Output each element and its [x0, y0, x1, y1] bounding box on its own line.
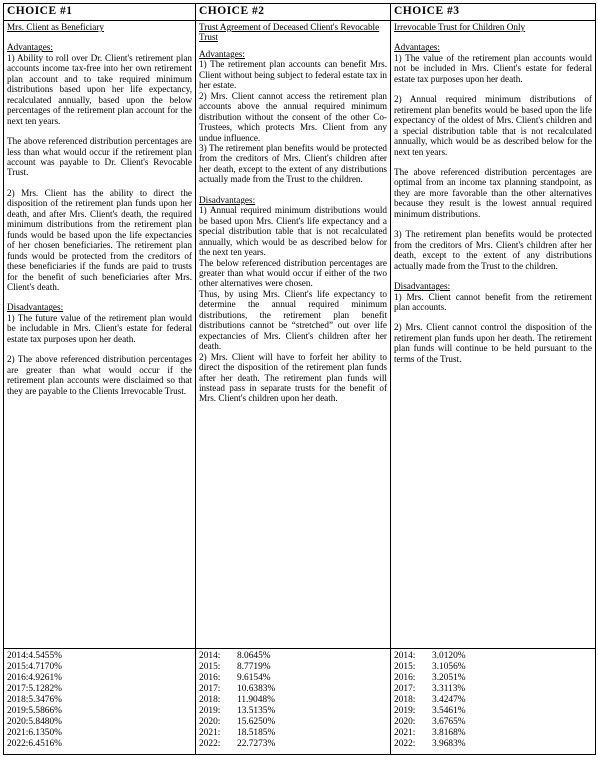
rate-value: 3.3113% — [432, 684, 466, 694]
choice-2-advantage-1: 1) The retirement plan accounts can benefit Mrs. Client without being subject to federal estate tax in her estate. — [199, 59, 387, 91]
rate-year: 2017: — [199, 684, 221, 694]
choice-1-advantage-2: The above referenced distribution percentages are less than what would occur if the retirement plan account was payable to Dr. Client's Revocable Trust. — [7, 136, 192, 178]
rate-year: 2022: — [394, 739, 416, 749]
choice-3-disadvantage-1: 1) Mrs. Client cannot benefit from the retirement plan accounts. — [394, 291, 592, 312]
rate-value: 3.1056% — [432, 662, 466, 672]
rate-year: 2021: — [7, 728, 29, 738]
header-row — [4, 4, 596, 21]
choice-3-advantage-1: 1) The value of the retirement plan accounts would not be included in Mrs. Client's estate for federal estate tax purposes upon her death. — [394, 52, 592, 84]
rate-value: 3.2051% — [432, 673, 466, 683]
choice-3-disadvantages-heading: Disadvantages: — [394, 281, 451, 292]
rate-row — [7, 728, 192, 739]
rate-value: 8.7719% — [237, 662, 271, 672]
rate-row — [7, 717, 192, 728]
rate-year: 2022: — [7, 739, 29, 749]
rate-row — [199, 651, 387, 662]
choice-2-body — [196, 21, 391, 649]
choice-2-disadvantage-1: 1) Annual required minimum distributions would be based upon Mrs. Client's life expectancy and a special distribution table that is not recalculated annually, which would be as described below for the next ten years. — [199, 205, 387, 258]
rate-year: 2019: — [394, 706, 416, 716]
rate-row — [394, 673, 592, 684]
rate-row — [7, 695, 192, 706]
choice-1-disadvantage-2: 2) The above referenced distribution percentages are greater than what would occur if the retirement plan accounts were disclaimed so that they are payable to the Clients Irrevocable Trust. — [7, 354, 192, 396]
rate-row — [199, 717, 387, 728]
rate-year: 2017: — [394, 684, 416, 694]
choice-1-advantages-heading: Advantages: — [7, 42, 53, 53]
rate-year: 2017: — [7, 684, 29, 694]
rate-value: 5.5866% — [28, 706, 62, 716]
choice-2-disadvantage-3: Thus, by using Mrs. Client's life expectancy to determine the annual required minimum distributions, the retirement plan benefit distributions cannot be “stretched” out over life expectancies of Mrs. Client's children after her death. — [199, 288, 387, 352]
rate-row — [7, 739, 192, 750]
rate-row — [394, 651, 592, 662]
rate-row — [199, 706, 387, 717]
rate-year: 2015: — [7, 662, 29, 672]
rate-value: 10.6383% — [237, 684, 276, 694]
rate-row — [7, 662, 192, 673]
choice-3-rates — [391, 649, 596, 755]
choice-3-advantage-4: 3) The retirement plan benefits would be protected from the creditors of Mrs. Client's children after her death, except to the extent of any distributions actually made from the Trust to the children. — [394, 229, 592, 271]
choice-3-advantage-3: The above referenced distribution percentages are optimal from an income tax planning standpoint, as they are more favorable than the other alternatives because they result is the lowest annual required minimum distributions. — [394, 166, 592, 219]
choice-3-body — [391, 21, 596, 649]
choice-1-subtitle: Mrs. Client as Beneficiary — [7, 22, 104, 32]
rate-value: 3.4247% — [432, 695, 466, 705]
rate-year: 2014: — [199, 651, 221, 661]
choice-2-advantage-3: 3) The retirement plan benefits would be protected from the creditors of Mrs. Client's children after her death, except to the extent of any distributions actually made from the Trust to the children. — [199, 142, 387, 185]
rate-row — [199, 662, 387, 673]
choice-3-advantages-heading: Advantages: — [394, 42, 440, 53]
choice-1-body — [4, 21, 196, 649]
choice-2-rates — [196, 649, 391, 755]
rate-row — [7, 706, 192, 717]
rate-value: 3.9683% — [432, 739, 466, 749]
rate-row — [7, 673, 192, 684]
choice-2-disadvantage-4: 2) Mrs. Client will have to forfeit her ability to direct the disposition of the retirement plan funds after her death. The retirement plan funds will instead pass in separate trusts for the benefit of Mrs. Client's children upon her death. — [199, 351, 387, 404]
choice-3-header: CHOICE #3 — [391, 4, 596, 21]
rate-year: 2015: — [394, 662, 416, 672]
choice-1-rates — [4, 649, 196, 755]
rate-row — [199, 684, 387, 695]
rate-year: 2022: — [199, 739, 221, 749]
rate-value: 5.3476% — [28, 695, 62, 705]
rates-row — [4, 649, 596, 755]
rate-year: 2018: — [199, 695, 221, 705]
rate-value: 8.0645% — [237, 651, 271, 661]
choice-3-advantage-2: 2) Annual required minimum distributions of retirement plan benefits would be based upon the life expectancy of the oldest of Mrs. Client's children and a special distribution table that is not recalculated annually, which would be as described below for the next ten years. — [394, 94, 592, 157]
rate-row — [394, 706, 592, 717]
rate-value: 3.6765% — [432, 717, 466, 727]
choice-2-subtitle: Trust Agreement of Deceased Client's Revocable Trust — [199, 22, 380, 43]
choice-2-advantages-heading: Advantages: — [199, 48, 245, 59]
rate-value: 18.5185% — [237, 728, 276, 738]
rate-value: 4.7170% — [28, 662, 62, 672]
rate-year: 2021: — [394, 728, 416, 738]
rate-year: 2014: — [394, 651, 416, 661]
body-row — [4, 21, 596, 649]
rate-value: 11.9048% — [237, 695, 275, 705]
rate-row — [394, 728, 592, 739]
rate-row — [199, 728, 387, 739]
rate-value: 6.4516% — [28, 739, 62, 749]
rate-value: 3.5461% — [432, 706, 466, 716]
rate-year: 2019: — [7, 706, 29, 716]
rate-row — [199, 673, 387, 684]
rate-year: 2018: — [7, 695, 29, 705]
rate-value: 4.9261% — [28, 673, 62, 683]
rate-row — [394, 662, 592, 673]
rate-year: 2014: — [7, 651, 29, 661]
rate-row — [7, 684, 192, 695]
rate-year: 2016: — [199, 673, 221, 683]
rate-year: 2016: — [7, 673, 29, 683]
rate-value: 6.1350% — [28, 728, 62, 738]
rate-value: 5.8480% — [28, 717, 62, 727]
choice-1-disadvantages-heading: Disadvantages: — [7, 302, 64, 313]
rate-year: 2019: — [199, 706, 221, 716]
choice-2-disadvantage-2: The below referenced distribution percentages are greater than what would occur if either of the two other alternatives were chosen. — [199, 257, 387, 289]
rate-year: 2015: — [199, 662, 221, 672]
rate-row — [394, 739, 592, 750]
choice-1-advantage-3: 2) Mrs. Client has the ability to direct the disposition of the retirement plan funds upon her death, and after Mrs. Client's death, the required minimum distributions from the retirement plan funds would be based upon the life expectancies of her chosen beneficiaries. The retirement plan funds would be protected from the creditors of these beneficiaries if the funds are paid to trusts for the benefit of such beneficiaries after Mrs. Client's death. — [7, 187, 192, 292]
rate-row — [394, 717, 592, 728]
choice-1-advantage-1: 1) Ability to roll over Dr. Client's retirement plan accounts income tax-free into her own retirement plan account and to take required minimum distributions based upon her life expectancy, recalculated annually, based upon the below percentages of the retirement plan account for the next ten years. — [7, 52, 192, 126]
rate-year: 2018: — [394, 695, 416, 705]
rate-year: 2020: — [199, 717, 221, 727]
rate-value: 3.8168% — [432, 728, 466, 738]
choice-3-subtitle: Irrevocable Trust for Children Only — [394, 22, 526, 32]
rate-value: 15.6250% — [237, 717, 276, 727]
choices-table — [3, 3, 596, 755]
choice-2-advantage-2: 2) Mrs. Client cannot access the retirement plan accounts above the annual required minimum distribution without the consent of the other Co-Trustees, which protects Mrs. Client from any undue influence. — [199, 90, 387, 143]
rate-year: 2021: — [199, 728, 221, 738]
rate-value: 9.6154% — [237, 673, 271, 683]
rate-value: 13.5135% — [237, 706, 276, 716]
choice-2-disadvantages-heading: Disadvantages: — [199, 194, 256, 205]
rate-year: 2016: — [394, 673, 416, 683]
rate-row — [394, 695, 592, 706]
rate-row — [199, 695, 387, 706]
choice-1-header: CHOICE #1 — [4, 4, 196, 21]
rate-row — [7, 651, 192, 662]
rate-value: 4.5455% — [28, 651, 62, 661]
rate-row — [394, 684, 592, 695]
choice-2-header: CHOICE #2 — [196, 4, 391, 21]
rate-year: 2020: — [7, 717, 29, 727]
rate-value: 3.0120% — [432, 651, 466, 661]
rate-row — [199, 739, 387, 750]
rate-value: 22.7273% — [237, 739, 276, 749]
rate-value: 5.1282% — [28, 684, 62, 694]
choice-1-disadvantage-1: 1) The future value of the retirement plan would be includable in Mrs. Client's estate for federal estate tax purposes upon her death. — [7, 312, 192, 344]
choice-3-disadvantage-2: 2) Mrs. Client cannot control the disposition of the retirement plan funds upon her death. The retirement plan funds will continue to be held pursuant to the terms of the Trust. — [394, 322, 592, 364]
rate-year: 2020: — [394, 717, 416, 727]
